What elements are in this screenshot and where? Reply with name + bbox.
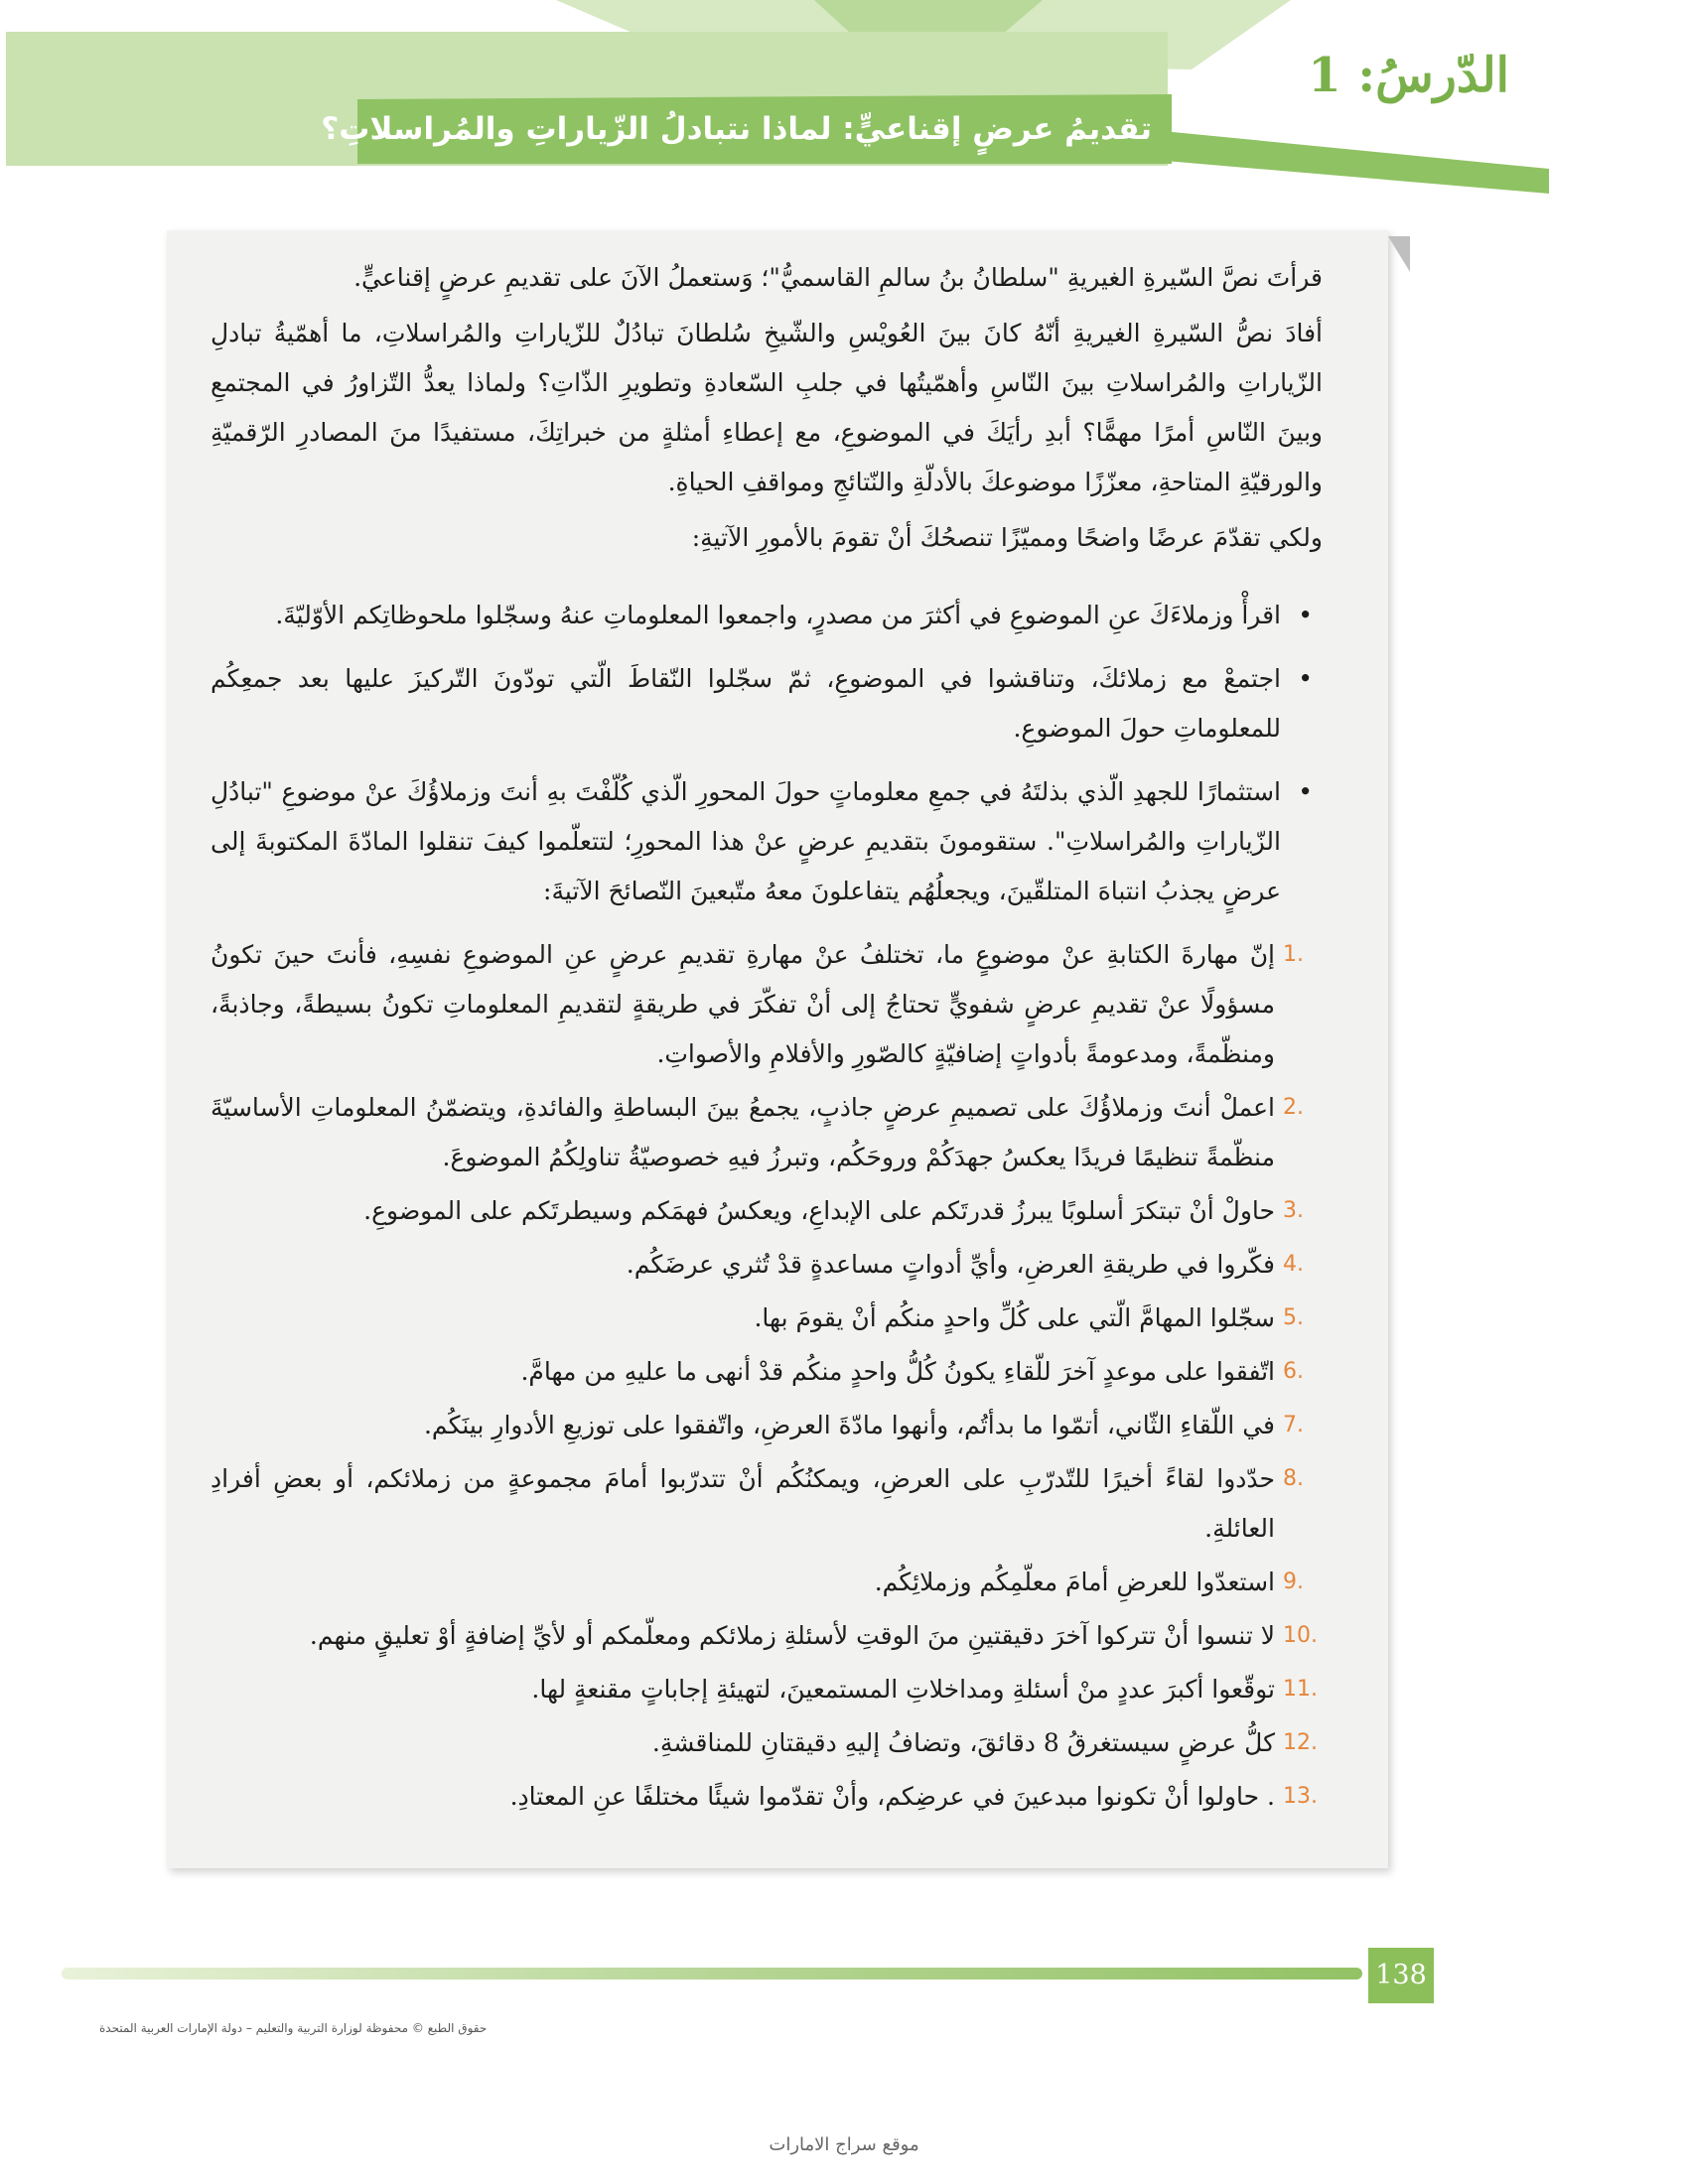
preparation-bullets [211, 591, 1323, 916]
bullet-item: • اقرأْ وزملاءَكَ عنِ الموضوعِ في أكثرَ من مصدرٍ، واجمعوا المعلوماتِ عنهُ وسجّلوا ملحوظاتِكم الأوّليّةَ. [211, 591, 1281, 640]
step-item [211, 930, 1304, 1079]
step-text: فكّروا في طريقةِ العرضِ، وأيِّ أدواتٍ مساعدةٍ قدْ تُثري عرضَكُم. [626, 1250, 1275, 1279]
step-item [211, 1611, 1318, 1661]
intro-paragraph-2: أفادَ نصُّ السّيرةِ الغيريةِ أنّهُ كانَ بينَ العُويْسِ والشّيخِ سُلطانَ تبادُلٌ للزّياراتِ والمُراسلاتِ، ما أهمّيةُ تبادلِ الزّياراتِ والمُراسلاتِ بينَ النّاسِ وأهمّيتُها في جلبِ السّعادةِ وتطويرِ الذّاتِ؟ ولماذا يعدُّ التّزاورُ في المجتمعِ وبينَ النّاسِ أمرًا مهمًّا؟ أبدِ رأيَكَ في الموضوعِ، مع إعطاءِ أمثلةٍ من خبراتِكَ، مستفيدًا منَ المصادرِ الرّقميّةِ والورقيّةِ المتاحةِ، معزّزًا موضوعكَ بالأدلّةِ والنّتائجِ ومواقفِ الحياةِ. [211, 319, 1323, 496]
step-text: . حاولوا أنْ تكونوا مبدعينَ في عرضِكم، وأنْ تقدّموا شيئًا مختلفًا عنِ المعتادِ. [509, 1782, 1275, 1811]
step-item [211, 1401, 1304, 1450]
step-text: في اللّقاءِ الثّاني، أتمّوا ما بدأتُم، وأنهوا مادّةَ العرضِ، واتّفقوا على توزيعِ الأدوارِ بينَكُم. [423, 1411, 1275, 1439]
step-item [211, 1186, 1304, 1236]
step-text: حاولْ أنْ تبتكرَ أسلوبًا يبرزُ قدرتَكم على الإبداعِ، ويعكسُ فهمَكم وسيطرتَكم على الموضوعِ. [363, 1196, 1275, 1225]
lesson-title: الدّرسُ: 1 [1308, 48, 1509, 103]
presentation-steps [211, 930, 1323, 1822]
copyright-notice: حقوق الطبع © محفوظة لوزارة التربية والتعليم – دولة الإمارات العربية المتحدة [99, 2021, 488, 2035]
step-item [211, 1718, 1318, 1768]
step-number: .1 [1283, 942, 1304, 967]
step-number: .9 [1283, 1570, 1304, 1594]
step-item [211, 1665, 1318, 1714]
step-number: .5 [1283, 1305, 1304, 1330]
step-text: اتّفقوا على موعدٍ آخرَ للّقاءِ يكونُ كُلُّ واحدٍ منكُم قدْ أنهى ما عليهِ من مهامَّ. [520, 1357, 1275, 1386]
step-number: .10 [1283, 1623, 1318, 1648]
step-text: إنّ مهارةَ الكتابةِ عنْ موضوعٍ ما، تختلفُ عنْ مهارةِ تقديمِ عرضٍ عنِ الموضوعِ نفسِهِ، فأنتَ حينَ تكونُ مسؤولًا عنْ تقديمِ عرضٍ شفويٍّ تحتاجُ إلى أنْ تفكّرَ في طريقةٍ لتقديمِ المعلوماتِ تكونُ بسيطةً، وجاذبةً، ومنظّمةً، ومدعومةً بأدواتٍ إضافيّةٍ كالصّورِ والأفلامِ والأصواتِ. [211, 940, 1275, 1068]
lesson-content [211, 253, 1323, 1851]
step-number: .11 [1283, 1677, 1318, 1702]
step-number: .6 [1283, 1359, 1304, 1384]
footer-bar [62, 1968, 1362, 1979]
step-number: .8 [1283, 1466, 1304, 1491]
step-item [211, 1294, 1304, 1343]
step-item [211, 1240, 1304, 1290]
lesson-subtitle: تقديمُ عرضٍ إقناعيٍّ: لماذا نتبادلُ الزّياراتِ والمُراسلاتِ؟ [321, 111, 1152, 147]
page-number: 138 [1368, 1948, 1434, 2003]
step-text: توقّعوا أكبرَ عددٍ منْ أسئلةِ ومداخلاتِ المستمعينَ، لتهيئةِ إجاباتٍ مقنعةٍ لها. [531, 1675, 1275, 1704]
header-shape-stripe [1142, 129, 1549, 194]
step-number: .13 [1283, 1784, 1318, 1809]
step-number: .3 [1283, 1198, 1304, 1223]
step-item [211, 1772, 1318, 1822]
step-number: .2 [1283, 1095, 1304, 1120]
step-number: .4 [1283, 1252, 1304, 1277]
step-item [211, 1454, 1304, 1554]
step-text: استعدّوا للعرضِ أمامَ معلّمِكُم وزملائِكُم. [874, 1568, 1275, 1596]
panel-fold-corner [1388, 236, 1410, 272]
step-text: كلُّ عرضٍ سيستغرقُ 8 دقائقَ، وتضافُ إليهِ دقيقتانِ للمناقشةِ. [651, 1728, 1275, 1757]
step-item [211, 1347, 1304, 1397]
intro-paragraph-1: قرأتَ نصَّ السّيرةِ الغيريةِ "سلطانُ بنُ سالمِ القاسميُّ"؛ وَستعملُ الآنَ على تقديمِ عرضٍ إقناعيٍّ. [353, 263, 1323, 292]
step-text: سجّلوا المهامَّ الّتي على كُلِّ واحدٍ منكُم أنْ يقومَ بها. [754, 1303, 1275, 1332]
bullet-item: • استثمارًا للجهدِ الّذي بذلتَهُ في جمعِ معلوماتٍ حولَ المحورِ الّذي كُلّفْتَ بهِ أنتَ وزملاؤُكَ عنْ موضوعِ "تبادُلِ الزّياراتِ والمُراسلاتِ". ستقومونَ بتقديمِ عرضٍ عنْ هذا المحورِ؛ لتتعلّموا كيفَ تنقلوا المادّةَ المكتوبةَ إلى عرضٍ يجذبُ انتباهَ المتلقّينَ، ويجعلُهُم يتفاعلونَ معهُ متّبعينَ النّصائحَ الآتيةَ: [211, 767, 1281, 916]
intro-paragraph-3: ولكي تقدّمَ عرضًا واضحًا ومميّزًا تنصحُكَ أنْ تقومَ بالأمورِ الآتيةِ: [691, 523, 1323, 552]
step-number: .12 [1283, 1730, 1318, 1755]
step-text: اعملْ أنتَ وزملاؤُكَ على تصميمِ عرضٍ جاذبٍ، يجمعُ بينَ البساطةِ والفائدةِ، ويتضمّنُ المعلوماتِ الأساسيّةَ منظّمةً تنظيمًا فريدًا يعكسُ جهدَكُمْ وروحَكُم، وتبرزُ فيهِ خصوصيّةُ تناولِكُمُ الموضوعَ. [211, 1093, 1275, 1171]
step-item [211, 1558, 1304, 1607]
step-text: حدّدوا لقاءً أخيرًا للتّدرّبِ على العرضِ، ويمكنُكُم أنْ تتدرّبوا أمامَ مجموعةٍ من زملائكم، أو بعضِ أفرادِ العائلةِ. [211, 1464, 1275, 1543]
bullet-item: • اجتمعْ مع زملائكَ، وتناقشوا في الموضوعِ، ثمّ سجّلوا النّقاطَ الّتي تودّونَ التّركيزَ عليها بعد جمعِكُم للمعلوماتِ حولَ الموضوعِ. [211, 654, 1281, 753]
step-item [211, 1083, 1304, 1182]
site-label: موقع سراج الامارات [769, 2134, 919, 2155]
step-number: .7 [1283, 1413, 1304, 1437]
step-text: لا تنسوا أنْ تتركوا آخرَ دقيقتينِ منَ الوقتِ لأسئلةِ زملائكم ومعلّمكم أو لأيِّ إضافةٍ أوْ تعليقٍ منهم. [309, 1621, 1275, 1650]
